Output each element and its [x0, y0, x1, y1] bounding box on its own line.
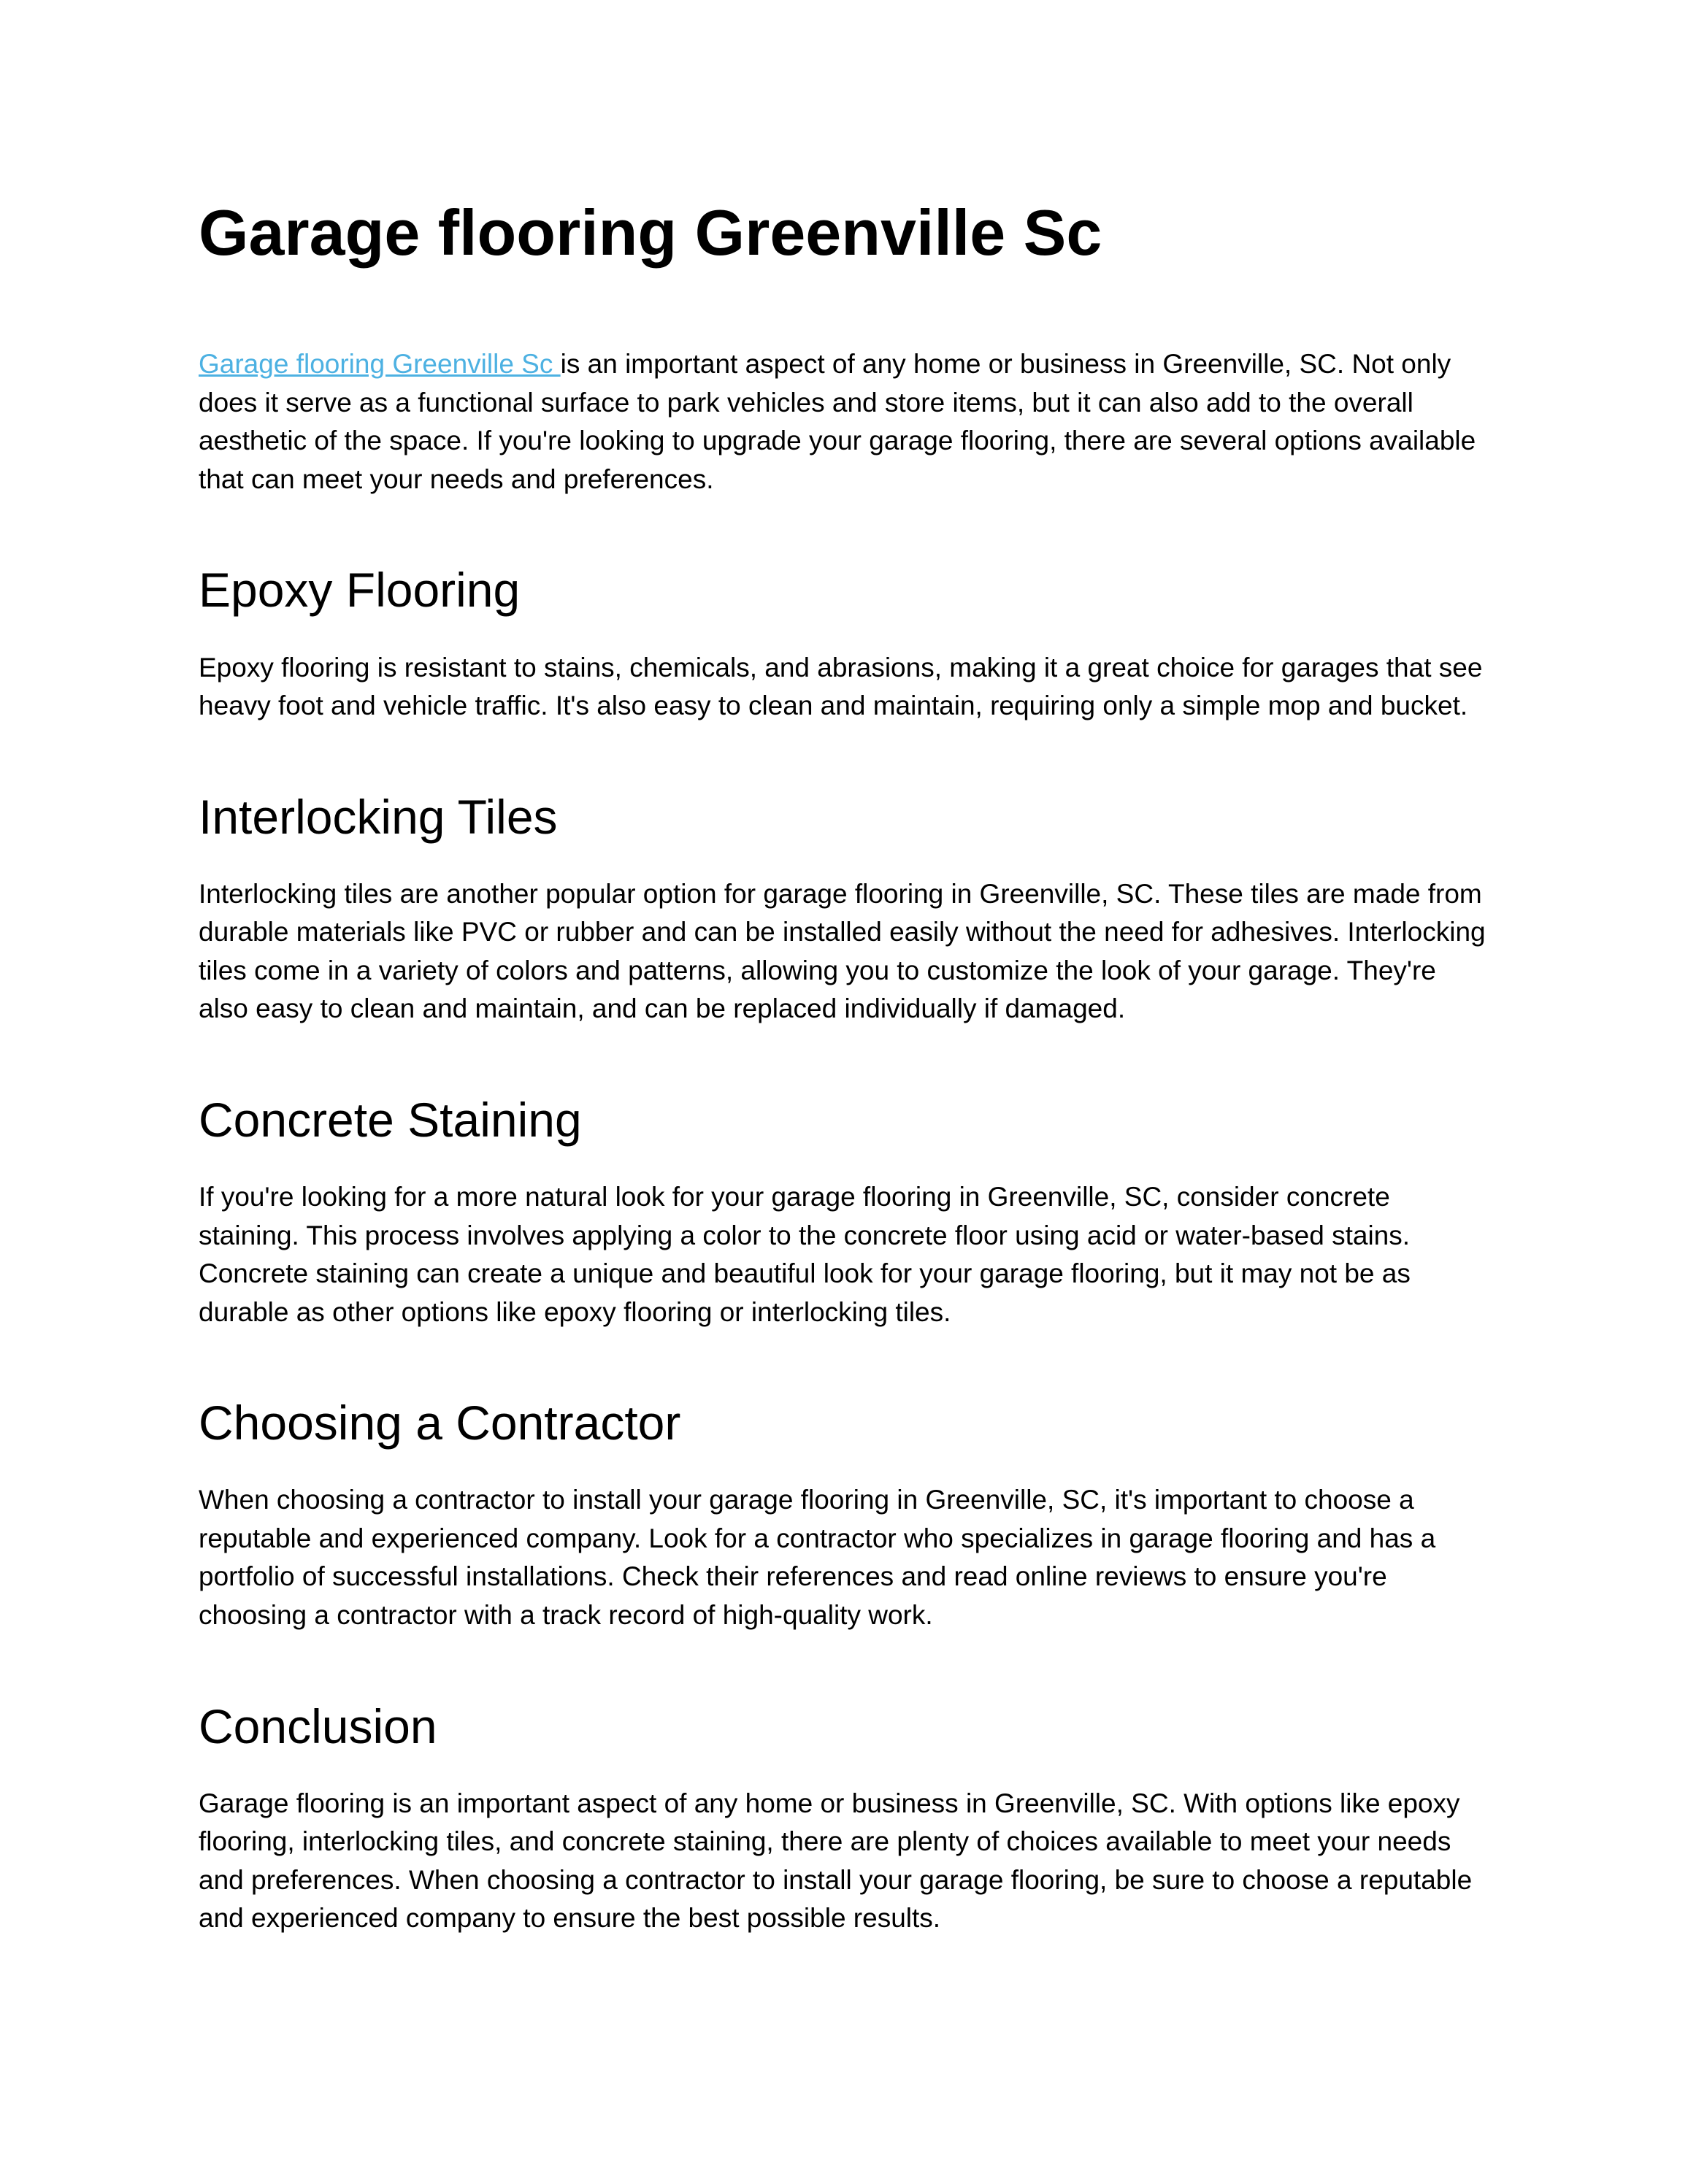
section-heading-conclusion: Conclusion: [199, 1699, 437, 1753]
section-paragraph-epoxy-flooring: Epoxy flooring is resistant to stains, chemicals, and abrasions, making it a great choice for garages that see heavy foot and vehicle traffic. It's also easy to clean and maintain, requiring only a simple mop and bucket.: [199, 652, 1483, 721]
section-paragraph-conclusion: Garage flooring is an important aspect of any home or business in Greenville, SC. With options like epoxy flooring, interlocking tiles, and concrete staining, there are plenty of choices available to meet your needs and preferences. When choosing a contractor to install your garage flooring, be sure to choose a reputable and experienced company to ensure the best possible results.: [199, 1788, 1473, 1934]
section-paragraph-concrete-staining: If you're looking for a more natural look for your garage flooring in Greenville, SC, consider concrete staining. This process involves applying a color to the concrete floor using acid or water-based stains. Concrete staining can create a unique and beautiful look for your garage flooring, but it may not be as durable as other options like epoxy flooring or interlocking tiles.: [199, 1182, 1411, 1327]
page-title: Garage flooring Greenville Sc: [199, 196, 1102, 269]
garage-flooring-link[interactable]: Garage flooring Greenville Sc: [199, 349, 561, 380]
section-heading-interlocking-tiles: Interlocking Tiles: [199, 789, 558, 844]
intro-paragraph: [199, 345, 1489, 499]
section-heading-concrete-staining: Concrete Staining: [199, 1092, 582, 1147]
section-paragraph-choosing-a-contractor: When choosing a contractor to install your garage flooring in Greenville, SC, it's important to choose a reputable and experienced company. Look for a contractor who specializes in garage flooring and has a portfolio of successful installations. Check their references and read online reviews to ensure you're choosing a contractor with a track record of high-quality work.: [199, 1485, 1436, 1630]
section-heading-choosing-a-contractor: Choosing a Contractor: [199, 1396, 681, 1450]
section-heading-epoxy-flooring: Epoxy Flooring: [199, 563, 521, 618]
section-paragraph-interlocking-tiles: Interlocking tiles are another popular option for garage flooring in Greenville, SC. These tiles are made from durable materials like PVC or rubber and can be installed easily without the need for adhesives. Interlocking tiles come in a variety of colors and patterns, allowing you to customize the look of your garage. They're also easy to clean and maintain, and can be replaced individually if damaged.: [199, 878, 1486, 1024]
intro-paragraph-text: is an important aspect of any home or business in Greenville, SC. Not only does it serve as a functional surface to park vehicles and store items, but it can also add to the overall aesthetic of the space. If you're looking to upgrade your garage flooring, there are several options available that can meet your needs and preferences.: [199, 349, 1476, 494]
